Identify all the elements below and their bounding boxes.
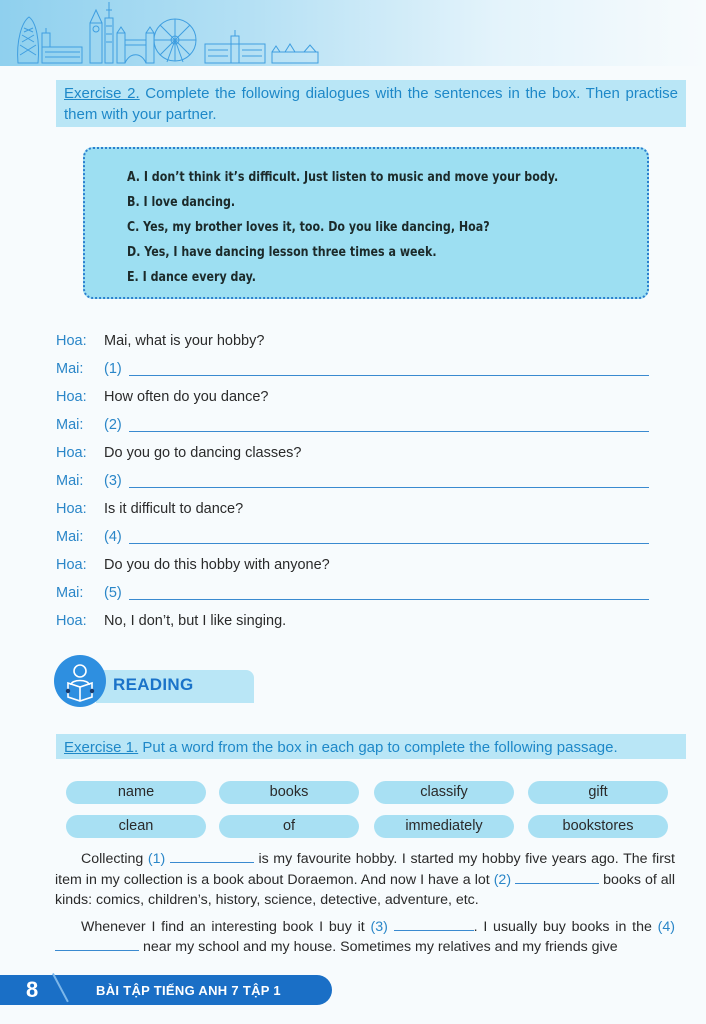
passage-text: . I usually buy books in the: [473, 918, 652, 935]
answer-blank-5[interactable]: [129, 599, 649, 600]
dialogue-line: [56, 498, 656, 526]
speaker-label: Mai:: [56, 361, 84, 377]
word-option[interactable]: name: [66, 781, 206, 804]
dialogue-line: [56, 358, 656, 386]
dialogue-line: [56, 330, 656, 358]
dialogue-text: Do you do this hobby with anyone?: [104, 557, 330, 573]
blank-number: (4): [104, 529, 122, 545]
exercise-2-text: Complete the following dialogues with the sentences in the box. Then practise them with your partner.: [64, 85, 678, 123]
option-b: B. I love dancing.: [127, 194, 236, 210]
sentence-options-box: [83, 147, 649, 299]
blank-number: (3): [104, 473, 122, 489]
speaker-label: Mai:: [56, 417, 84, 433]
speaker-label: Mai:: [56, 585, 84, 601]
passage-text: books of all kinds: comics, children’s, history, science, detective, adventure, etc.: [55, 871, 675, 908]
passage-paragraph: [55, 917, 675, 958]
passage-text: Collecting: [81, 851, 144, 867]
dialogue-line: [56, 442, 656, 470]
exercise-1-instruction: [56, 734, 686, 759]
answer-blank-4[interactable]: [129, 543, 649, 544]
blank-number: (2): [104, 417, 122, 433]
word-option[interactable]: classify: [374, 781, 514, 804]
speaker-label: Mai:: [56, 529, 84, 545]
dialogue-text: Is it difficult to dance?: [104, 501, 244, 517]
person-reading-book-icon: [54, 655, 106, 707]
answer-blank-2[interactable]: [129, 431, 649, 432]
dialogue-line: [56, 582, 656, 610]
word-option[interactable]: clean: [66, 815, 206, 838]
dialogue-text: How often do you dance?: [104, 389, 269, 405]
reading-passage: [55, 849, 675, 964]
option-c: C. Yes, my brother loves it, too. Do you like dancing, Hoa?: [127, 219, 490, 235]
word-option[interactable]: gift: [528, 781, 668, 804]
speaker-label: Hoa:: [56, 389, 87, 405]
exercise-1-label: Exercise 1.: [64, 739, 139, 756]
gap-number: (4): [657, 918, 675, 935]
gap-blank-3[interactable]: [394, 918, 474, 931]
passage-text: is my favourite hobby. I started my hobby five years ago. The first item in my collection is a book about Doraemon. And now I have a lot: [55, 851, 675, 888]
dialogue-line: [56, 554, 656, 582]
exercise-2-instruction: [56, 80, 686, 127]
word-option[interactable]: immediately: [374, 815, 514, 838]
speaker-label: Mai:: [56, 473, 84, 489]
dialogue-line: [56, 526, 656, 554]
answer-blank-1[interactable]: [129, 375, 649, 376]
gap-blank-1[interactable]: [170, 850, 254, 863]
passage-text: Whenever I find an interesting book I buy it: [81, 918, 365, 935]
blank-number: (5): [104, 585, 122, 601]
reading-section-title: READING: [113, 675, 194, 694]
page-number: 8: [26, 977, 39, 1002]
option-d: D. Yes, I have dancing lesson three times a week.: [127, 244, 437, 260]
speaker-label: Hoa:: [56, 333, 87, 349]
word-option[interactable]: bookstores: [528, 815, 668, 838]
gap-blank-2[interactable]: [515, 871, 599, 884]
dialogue: [56, 330, 656, 638]
speaker-label: Hoa:: [56, 557, 87, 573]
word-option[interactable]: of: [219, 815, 359, 838]
dialogue-line: [56, 386, 656, 414]
passage-paragraph: [55, 849, 675, 911]
option-a: A. I don’t think it’s difficult. Just listen to music and move your body.: [127, 169, 559, 185]
dialogue-line: [56, 470, 656, 498]
word-option[interactable]: books: [219, 781, 359, 804]
book-title: BÀI TẬP TIẾNG ANH 7 TẬP 1: [96, 983, 281, 998]
option-e: E. I dance every day.: [127, 269, 257, 285]
exercise-1-text: Put a word from the box in each gap to complete the following passage.: [142, 739, 618, 756]
gap-number: (2): [493, 871, 512, 888]
dialogue-line: [56, 414, 656, 442]
dialogue-text: No, I don’t, but I like singing.: [104, 613, 287, 629]
answer-blank-3[interactable]: [129, 487, 649, 488]
gap-number: (3): [370, 918, 388, 935]
speaker-label: Hoa:: [56, 501, 87, 517]
blank-number: (1): [104, 361, 122, 377]
dialogue-text: Do you go to dancing classes?: [104, 445, 302, 461]
dialogue-text: Mai, what is your hobby?: [104, 333, 265, 349]
passage-text: near my school and my house. Sometimes my relatives and my friends give: [142, 939, 618, 955]
city-skyline-icon: [0, 0, 330, 66]
speaker-label: Hoa:: [56, 445, 87, 461]
dialogue-line: [56, 610, 656, 638]
speaker-label: Hoa:: [56, 613, 87, 629]
reading-icon-circle: [54, 655, 106, 707]
gap-number: (1): [147, 851, 166, 867]
exercise-2-label: Exercise 2.: [64, 85, 140, 102]
gap-blank-4[interactable]: [55, 938, 139, 951]
